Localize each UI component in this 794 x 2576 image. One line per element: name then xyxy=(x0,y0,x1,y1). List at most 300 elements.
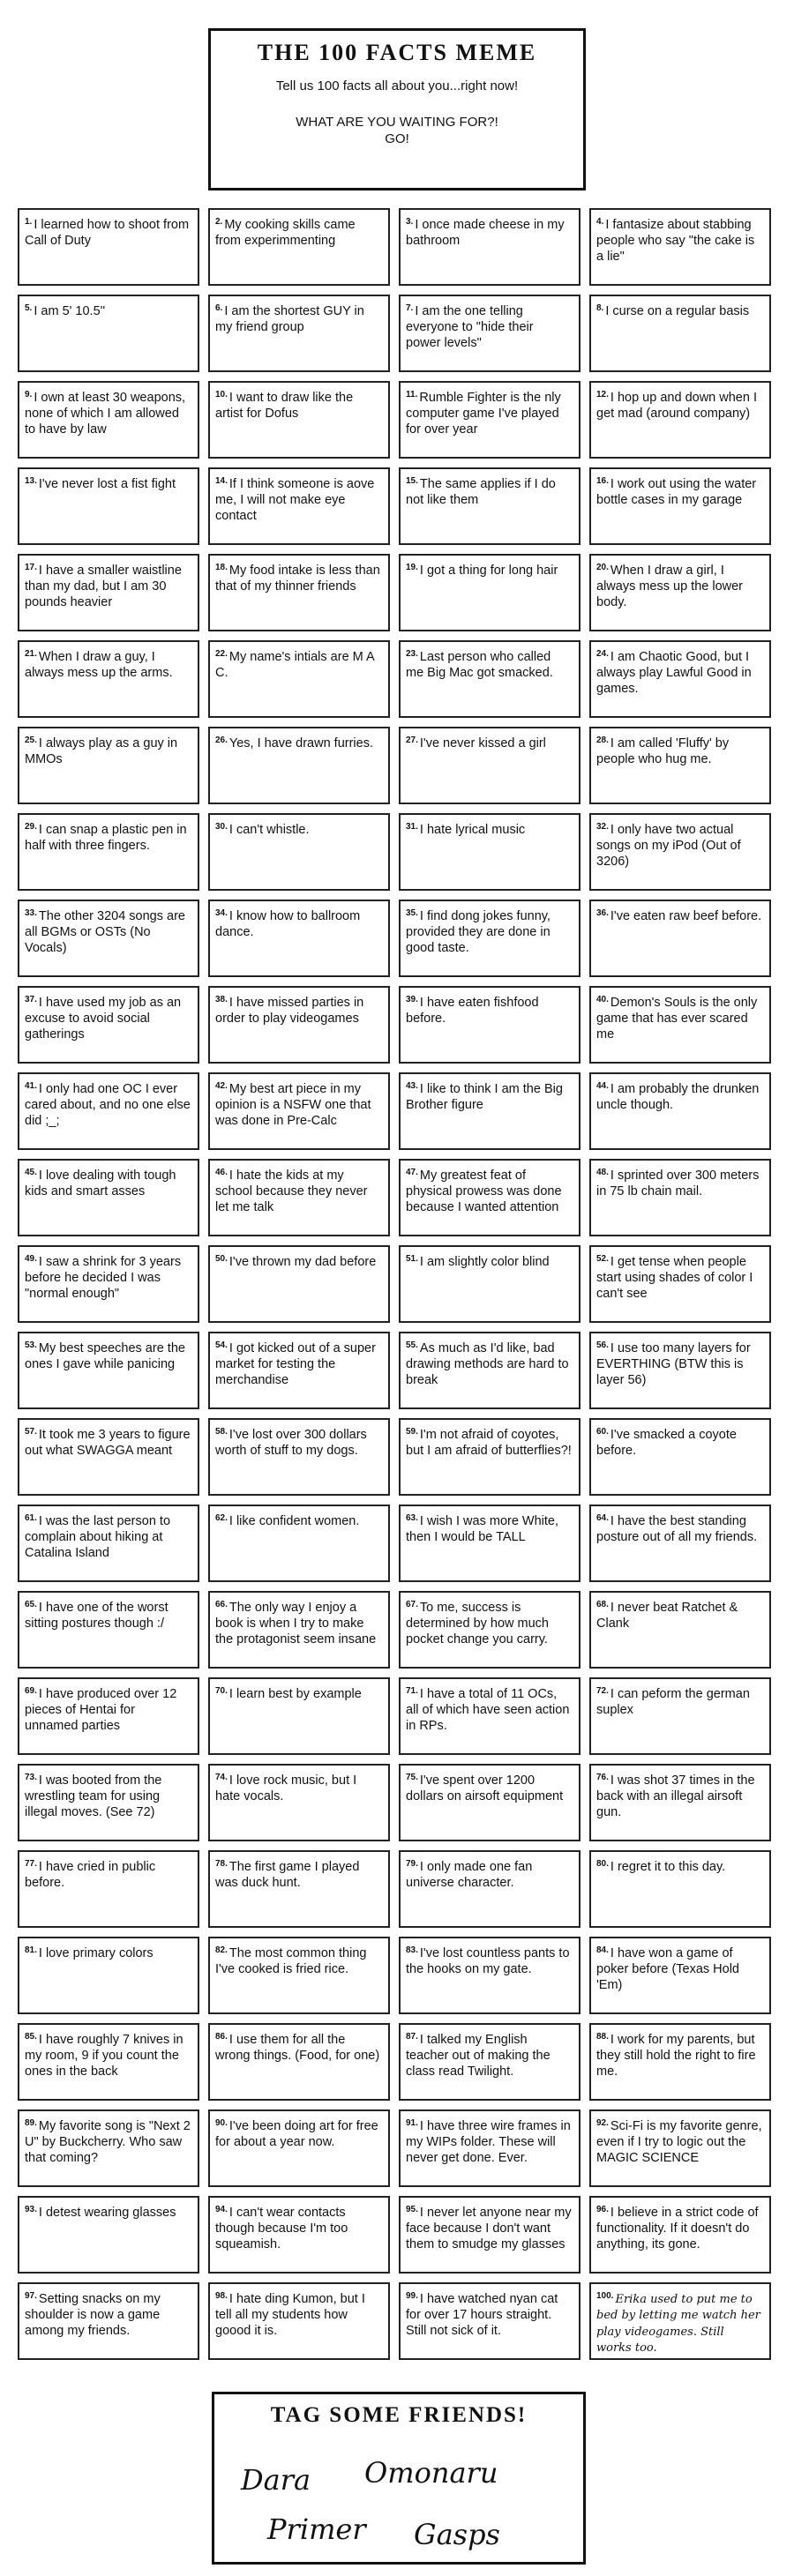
fact-text: I can't whistle. xyxy=(228,823,310,837)
fact-number: 34. xyxy=(215,908,228,918)
fact-number: 42. xyxy=(215,1081,228,1091)
fact-box xyxy=(399,1332,581,1409)
fact-box xyxy=(18,2196,199,2274)
fact-number: 12. xyxy=(596,390,609,399)
fact-number: 72. xyxy=(596,1686,609,1696)
fact-box xyxy=(208,2282,390,2360)
fact-text: My best speeches are the ones I gave while panicing xyxy=(25,1341,185,1372)
fact-box xyxy=(18,900,199,977)
fact-number: 86. xyxy=(215,2032,228,2042)
fact-number: 94. xyxy=(215,2205,228,2214)
fact-box xyxy=(208,1332,390,1409)
fact-text: The first game I played was duck hunt. xyxy=(215,1860,360,1891)
fact-text: I was shot 37 times in the back with an illegal airsoft gun. xyxy=(596,1773,755,1820)
fact-box xyxy=(589,900,771,977)
fact-box xyxy=(18,727,199,804)
fact-text: I can snap a plastic pen in half with three fingers. xyxy=(25,823,187,854)
fact-text: I use too many layers for EVERTHING (BTW this is layer 56) xyxy=(596,1341,751,1388)
fact-text: I am 5' 10.5'' xyxy=(34,304,106,318)
fact-number: 51. xyxy=(406,1254,418,1264)
fact-text: I hate ding Kumon, but I tell all my students how goood it is. xyxy=(215,2292,365,2339)
fact-text: I have missed parties in order to play videogames xyxy=(215,996,364,1027)
fact-text: Yes, I have drawn furries. xyxy=(228,736,373,750)
fact-box xyxy=(399,2023,581,2101)
facts-grid xyxy=(18,208,776,2360)
fact-number: 52. xyxy=(596,1254,609,1264)
fact-box xyxy=(18,1159,199,1236)
fact-box xyxy=(589,1850,771,1928)
fact-box xyxy=(399,381,581,459)
fact-text: I am slightly color blind xyxy=(419,1255,550,1269)
fact-box xyxy=(589,986,771,1064)
fact-box xyxy=(589,1677,771,1755)
fact-text: I only have two actual songs on my iPod (Out of 3206) xyxy=(596,823,741,870)
fact-box xyxy=(18,2282,199,2360)
fact-number: 26. xyxy=(215,735,228,745)
fact-box xyxy=(208,1245,390,1323)
fact-box xyxy=(589,2023,771,2101)
fact-box xyxy=(208,1505,390,1582)
fact-text: My favorite song is "Next 2 U" by Buckcherry. Who saw that coming? xyxy=(25,2119,191,2166)
fact-text: I only made one fan universe character. xyxy=(406,1860,533,1891)
fact-box xyxy=(399,554,581,631)
fact-number: 95. xyxy=(406,2205,418,2214)
fact-box xyxy=(18,986,199,1064)
fact-text: I am Chaotic Good, but I always play Lawful Good in games. xyxy=(596,650,752,697)
fact-box xyxy=(18,1072,199,1150)
fact-box xyxy=(208,2109,390,2187)
fact-box xyxy=(589,640,771,718)
fact-text: I've lost over 300 dollars worth of stuff to my dogs. xyxy=(215,1428,367,1459)
fact-number: 18. xyxy=(215,563,228,572)
fact-text: My cooking skills came from experimmenting xyxy=(215,218,356,249)
header-prompt: WHAT ARE YOU WAITING FOR?! xyxy=(296,115,498,130)
fact-box xyxy=(399,467,581,545)
fact-number: 54. xyxy=(215,1340,228,1350)
fact-text: I love dealing with tough kids and smart asses xyxy=(25,1169,176,1199)
fact-box xyxy=(208,1418,390,1496)
fact-box xyxy=(589,1591,771,1669)
fact-text: I've thrown my dad before xyxy=(228,1255,377,1269)
fact-number: 55. xyxy=(406,1340,418,1350)
fact-text: I saw a shrink for 3 years before he decided I was "normal enough" xyxy=(25,1255,182,1302)
fact-text: I like to think I am the Big Brother figure xyxy=(406,1082,563,1113)
fact-text: I have the best standing posture out of all my friends. xyxy=(596,1514,758,1545)
fact-box xyxy=(18,2023,199,2101)
fact-number: 98. xyxy=(215,2291,228,2301)
fact-text: To me, success is determined by how much pocket change you carry. xyxy=(406,1601,549,1647)
fact-box xyxy=(589,295,771,372)
fact-box xyxy=(399,208,581,286)
fact-text: I learned how to shoot from Call of Duty xyxy=(25,218,190,249)
fact-box xyxy=(399,986,581,1064)
fact-number: 16. xyxy=(596,476,609,486)
fact-number: 63. xyxy=(406,1513,418,1523)
fact-number: 80. xyxy=(596,1859,609,1869)
page-title: THE 100 FACTS MEME xyxy=(257,40,537,65)
fact-text: I wish I was more White, then I would be TALL xyxy=(406,1514,559,1545)
fact-box xyxy=(399,1159,581,1236)
fact-number: 7. xyxy=(406,303,414,313)
fact-number: 85. xyxy=(25,2032,37,2042)
fact-text: When I draw a guy, I always mess up the arms. xyxy=(25,650,173,681)
fact-number: 11. xyxy=(406,390,418,399)
fact-text: When I draw a girl, I always mess up the lower body. xyxy=(596,564,744,610)
fact-text: I got kicked out of a super market for testing the merchandise xyxy=(215,1341,376,1388)
fact-box xyxy=(208,295,390,372)
fact-box xyxy=(208,640,390,718)
fact-number: 19. xyxy=(406,563,418,572)
fact-number: 38. xyxy=(215,995,228,1004)
fact-box xyxy=(589,2282,771,2360)
fact-number: 73. xyxy=(25,1773,37,1782)
fact-number: 67. xyxy=(406,1600,418,1609)
friend-name: Primer xyxy=(267,2513,366,2546)
fact-box xyxy=(208,1764,390,1841)
fact-box xyxy=(208,1072,390,1150)
fact-text: I was booted from the wrestling team for using illegal moves. (See 72) xyxy=(25,1773,162,1820)
fact-number: 68. xyxy=(596,1600,609,1609)
fact-number: 77. xyxy=(25,1859,37,1869)
fact-text: I've smacked a coyote before. xyxy=(596,1428,737,1459)
fact-box xyxy=(208,1937,390,2014)
fact-text: I fantasize about stabbing people who say "the cake is a lie" xyxy=(596,218,755,265)
fact-number: 75. xyxy=(406,1773,418,1782)
fact-number: 100. xyxy=(596,2291,614,2301)
fact-number: 27. xyxy=(406,735,418,745)
fact-text: I like confident women. xyxy=(228,1514,360,1528)
fact-number: 96. xyxy=(596,2205,609,2214)
fact-box xyxy=(589,1764,771,1841)
fact-text: Last person who called me Big Mac got smacked. xyxy=(406,650,553,681)
fact-text: I got a thing for long hair xyxy=(419,564,558,578)
fact-number: 59. xyxy=(406,1427,418,1437)
fact-text: I talked my English teacher out of making the class read Twilight. xyxy=(406,2033,551,2079)
fact-text: I find dong jokes funny, provided they are done in good taste. xyxy=(406,909,551,956)
fact-number: 22. xyxy=(215,649,228,659)
fact-text: I hate lyrical music xyxy=(419,823,526,837)
fact-box xyxy=(589,2196,771,2274)
fact-text: It took me 3 years to figure out what SWAGGA meant xyxy=(25,1428,191,1459)
fact-number: 81. xyxy=(25,1945,37,1955)
fact-number: 60. xyxy=(596,1427,609,1437)
fact-number: 45. xyxy=(25,1168,37,1177)
fact-box xyxy=(208,986,390,1064)
friend-name: Dara xyxy=(241,2463,311,2497)
fact-text: My food intake is less than that of my thinner friends xyxy=(215,564,380,594)
fact-number: 47. xyxy=(406,1168,418,1177)
fact-box xyxy=(399,1072,581,1150)
fact-box xyxy=(589,727,771,804)
fact-box xyxy=(589,1418,771,1496)
fact-number: 21. xyxy=(25,649,37,659)
fact-number: 58. xyxy=(215,1427,228,1437)
fact-text: Demon's Souls is the only game that has ever scared me xyxy=(596,996,758,1042)
fact-number: 41. xyxy=(25,1081,37,1091)
fact-number: 39. xyxy=(406,995,418,1004)
fact-text: The same applies if I do not like them xyxy=(406,477,556,508)
fact-box xyxy=(399,1505,581,1582)
fact-text: I regret it to this day. xyxy=(610,1860,726,1874)
fact-text: I am the shortest GUY in my friend group xyxy=(215,304,364,335)
fact-text: I only had one OC I ever cared about, and no one else did ;_; xyxy=(25,1082,191,1129)
fact-text: Setting snacks on my shoulder is now a game among my friends. xyxy=(25,2292,161,2339)
fact-box xyxy=(18,813,199,891)
fact-text: If I think someone is aove me, I will not make eye contact xyxy=(215,477,375,524)
fact-box xyxy=(208,1159,390,1236)
fact-number: 50. xyxy=(215,1254,228,1264)
fact-text: My name's intials are M A C. xyxy=(215,650,374,681)
fact-box xyxy=(18,1937,199,2014)
fact-box xyxy=(18,1850,199,1928)
fact-text: I've never kissed a girl xyxy=(419,736,546,750)
fact-number: 31. xyxy=(406,822,418,832)
fact-number: 88. xyxy=(596,2032,609,2042)
fact-box xyxy=(18,2109,199,2187)
fact-text: I use them for all the wrong things. (Food, for one) xyxy=(215,2033,380,2064)
fact-box xyxy=(208,2196,390,2274)
fact-number: 25. xyxy=(25,735,37,745)
fact-number: 23. xyxy=(406,649,418,659)
fact-number: 24. xyxy=(596,649,609,659)
fact-box xyxy=(18,1245,199,1323)
fact-text: I have produced over 12 pieces of Hentai for unnamed parties xyxy=(25,1687,177,1734)
fact-text: I have cried in public before. xyxy=(25,1860,156,1891)
fact-box xyxy=(18,1418,199,1496)
fact-box xyxy=(399,1850,581,1928)
fact-number: 33. xyxy=(25,908,37,918)
fact-number: 6. xyxy=(215,303,223,313)
fact-number: 32. xyxy=(596,822,609,832)
fact-number: 20. xyxy=(596,563,609,572)
fact-number: 48. xyxy=(596,1168,609,1177)
fact-box xyxy=(399,900,581,977)
fact-text: I have won a game of poker before (Texas Hold 'Em) xyxy=(596,1946,739,1993)
fact-number: 57. xyxy=(25,1427,37,1437)
fact-number: 97. xyxy=(25,2291,37,2301)
fact-box xyxy=(399,2282,581,2360)
fact-box xyxy=(208,467,390,545)
fact-text: My best art piece in my opinion is a NSFW one that was done in Pre-Calc xyxy=(215,1082,371,1129)
fact-box xyxy=(18,295,199,372)
fact-text: I work for my parents, but they still hold the right to fire me. xyxy=(596,2033,756,2079)
fact-text: I've lost countless pants to the hooks on my gate. xyxy=(406,1946,570,1977)
fact-number: 83. xyxy=(406,1945,418,1955)
fact-number: 91. xyxy=(406,2118,418,2128)
fact-box xyxy=(589,813,771,891)
fact-box xyxy=(208,554,390,631)
fact-text: As much as I'd like, bad drawing methods are hard to break xyxy=(406,1341,569,1388)
fact-number: 93. xyxy=(25,2205,37,2214)
fact-text: I own at least 30 weapons, none of which I am allowed to have by law xyxy=(25,391,186,437)
fact-number: 64. xyxy=(596,1513,609,1523)
fact-box xyxy=(399,640,581,718)
fact-number: 29. xyxy=(25,822,37,832)
fact-text: I learn best by example xyxy=(228,1687,362,1701)
fact-number: 4. xyxy=(596,217,604,227)
fact-text: The most common thing I've cooked is fried rice. xyxy=(215,1946,367,1977)
fact-number: 5. xyxy=(25,303,33,313)
fact-text: I have used my job as an excuse to avoid social gatherings xyxy=(25,996,182,1042)
fact-text: I always play as a guy in MMOs xyxy=(25,736,178,767)
fact-number: 70. xyxy=(215,1686,228,1696)
fact-text: I am the one telling everyone to "hide their power levels" xyxy=(406,304,534,351)
fact-text: I have a total of 11 OCs, all of which have seen action in RPs. xyxy=(406,1687,570,1734)
fact-number: 40. xyxy=(596,995,609,1004)
fact-box xyxy=(589,381,771,459)
fact-text: I hop up and down when I get mad (around company) xyxy=(596,391,757,422)
fact-number: 89. xyxy=(25,2118,37,2128)
footer-box xyxy=(212,2392,586,2565)
fact-box xyxy=(18,381,199,459)
fact-number: 37. xyxy=(25,995,37,1004)
fact-text: I sprinted over 300 meters in 75 lb chain mail. xyxy=(596,1169,760,1199)
fact-box xyxy=(18,554,199,631)
fact-text: I am called 'Fluffy' by people who hug me. xyxy=(596,736,730,767)
fact-text: The only way I enjoy a book is when I try to make the protagonist seem insane xyxy=(215,1601,377,1647)
fact-number: 62. xyxy=(215,1513,228,1523)
fact-number: 9. xyxy=(25,390,33,399)
fact-text: I curse on a regular basis xyxy=(605,304,750,318)
fact-text: I work out using the water bottle cases in my garage xyxy=(596,477,757,508)
fact-box xyxy=(399,1591,581,1669)
fact-number: 13. xyxy=(25,476,37,486)
fact-text: I've been doing art for free for about a year now. xyxy=(215,2119,378,2150)
fact-box xyxy=(589,1245,771,1323)
fact-number: 74. xyxy=(215,1773,228,1782)
fact-box xyxy=(589,467,771,545)
fact-number: 78. xyxy=(215,1859,228,1869)
fact-text: I have a smaller waistline than my dad, but I am 30 pounds heavier xyxy=(25,564,182,610)
fact-text: I've spent over 1200 dollars on airsoft equipment xyxy=(406,1773,564,1804)
fact-text: I never let anyone near my face because I don't want them to smudge my glasses xyxy=(406,2206,572,2252)
fact-box xyxy=(589,1159,771,1236)
fact-box xyxy=(589,1332,771,1409)
fact-number: 30. xyxy=(215,822,228,832)
fact-number: 87. xyxy=(406,2032,418,2042)
fact-number: 66. xyxy=(215,1600,228,1609)
fact-number: 36. xyxy=(596,908,609,918)
fact-box xyxy=(589,2109,771,2187)
fact-box xyxy=(18,1764,199,1841)
fact-number: 84. xyxy=(596,1945,609,1955)
fact-box xyxy=(589,1937,771,2014)
fact-number: 49. xyxy=(25,1254,37,1264)
fact-number: 71. xyxy=(406,1686,418,1696)
fact-number: 17. xyxy=(25,563,37,572)
fact-number: 46. xyxy=(215,1168,228,1177)
friend-name: Gasps xyxy=(414,2518,500,2551)
fact-text: I was the last person to complain about hiking at Catalina Island xyxy=(25,1514,171,1561)
fact-text: I've never lost a fist fight xyxy=(38,477,176,491)
fact-box xyxy=(399,2109,581,2187)
fact-number: 69. xyxy=(25,1686,37,1696)
fact-text: I know how to ballroom dance. xyxy=(215,909,361,940)
fact-box xyxy=(208,208,390,286)
fact-box xyxy=(399,2196,581,2274)
fact-number: 44. xyxy=(596,1081,609,1091)
fact-text: Erika used to put me to bed by letting me watch her play videogames. Still works too. xyxy=(596,2293,760,2355)
fact-number: 82. xyxy=(215,1945,228,1955)
fact-number: 90. xyxy=(215,2118,228,2128)
fact-text: My greatest feat of physical prowess was done because I wanted attention xyxy=(406,1169,562,1215)
fact-text: I never beat Ratchet & Clank xyxy=(596,1601,738,1631)
fact-text: I have roughly 7 knives in my room, 9 if you count the ones in the back xyxy=(25,2033,184,2079)
fact-box xyxy=(399,813,581,891)
fact-number: 65. xyxy=(25,1600,37,1609)
fact-number: 92. xyxy=(596,2118,609,2128)
fact-text: Sci-Fi is my favorite genre, even if I try to logic out the MAGIC SCIENCE xyxy=(596,2119,762,2166)
fact-number: 99. xyxy=(406,2291,418,2301)
fact-number: 35. xyxy=(406,908,418,918)
fact-number: 53. xyxy=(25,1340,37,1350)
fact-box xyxy=(18,1332,199,1409)
fact-text: I get tense when people start using shades of color I can't see xyxy=(596,1255,753,1302)
fact-number: 79. xyxy=(406,1859,418,1869)
fact-text: I once made cheese in my bathroom xyxy=(406,218,565,249)
fact-text: I believe in a strict code of functionality. If it doesn't do anything, its gone. xyxy=(596,2206,759,2252)
fact-box xyxy=(399,1764,581,1841)
fact-text: I'm not afraid of coyotes, but I am afraid of butterflies?! xyxy=(406,1428,572,1459)
fact-box xyxy=(589,554,771,631)
fact-box xyxy=(18,1677,199,1755)
friend-name: Omonaru xyxy=(364,2456,498,2490)
fact-text: I can't wear contacts though because I'm too squeamish. xyxy=(215,2206,348,2252)
fact-text: I love rock music, but I hate vocals. xyxy=(215,1773,357,1804)
fact-box xyxy=(18,208,199,286)
fact-box xyxy=(399,1418,581,1496)
fact-box xyxy=(399,1937,581,2014)
fact-text: Rumble Fighter is the nly computer game I've played for over year xyxy=(406,391,561,437)
fact-text: I've eaten raw beef before. xyxy=(610,909,762,923)
fact-text: I have three wire frames in my WIPs folder. These will never get done. Ever. xyxy=(406,2119,571,2166)
fact-box xyxy=(18,467,199,545)
header-box xyxy=(208,28,586,190)
fact-text: I have eaten fishfood before. xyxy=(406,996,539,1027)
header-go: GO! xyxy=(385,131,409,146)
fact-number: 14. xyxy=(215,476,228,486)
fact-box xyxy=(18,1505,199,1582)
fact-number: 76. xyxy=(596,1773,609,1782)
fact-box xyxy=(589,208,771,286)
fact-box xyxy=(208,1591,390,1669)
fact-box xyxy=(399,1677,581,1755)
fact-text: I detest wearing glasses xyxy=(38,2206,176,2220)
fact-number: 10. xyxy=(215,390,228,399)
fact-box xyxy=(208,2023,390,2101)
fact-box xyxy=(18,640,199,718)
fact-box xyxy=(399,1245,581,1323)
fact-text: I have one of the worst sitting postures though :/ xyxy=(25,1601,169,1631)
fact-box xyxy=(399,727,581,804)
fact-text: I love primary colors xyxy=(38,1946,154,1960)
fact-box xyxy=(208,727,390,804)
fact-box xyxy=(399,295,581,372)
fact-box xyxy=(589,1072,771,1150)
fact-box xyxy=(208,1677,390,1755)
footer-title: TAG SOME FRIENDS! xyxy=(270,2403,528,2427)
fact-number: 1. xyxy=(25,217,33,227)
fact-box xyxy=(208,813,390,891)
fact-text: I want to draw like the artist for Dofus xyxy=(215,391,354,422)
fact-number: 56. xyxy=(596,1340,609,1350)
fact-box xyxy=(208,1850,390,1928)
fact-text: I can peform the german suplex xyxy=(596,1687,750,1718)
fact-number: 8. xyxy=(596,303,604,313)
fact-box xyxy=(589,1505,771,1582)
header-subtitle: Tell us 100 facts all about you...right now! xyxy=(275,78,519,93)
fact-box xyxy=(208,381,390,459)
